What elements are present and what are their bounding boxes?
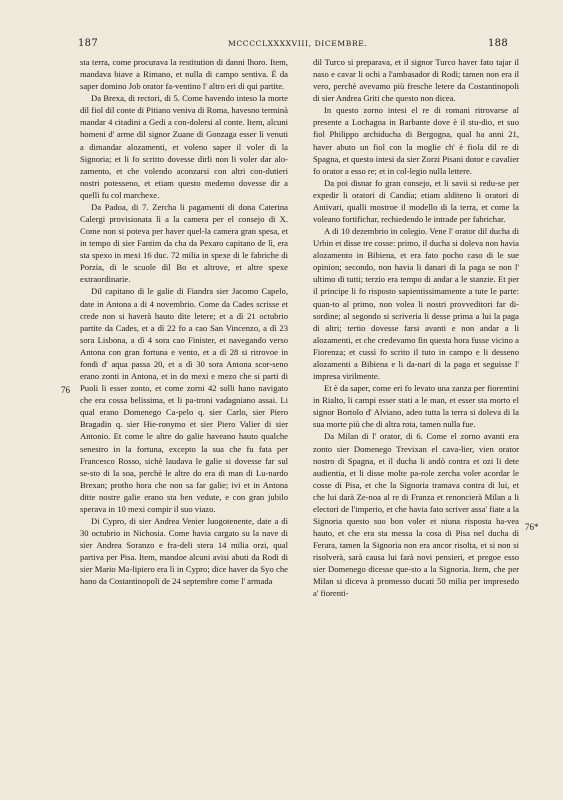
paragraph: Et è da saper, come eri fo levato una zanza per fiorentini in Rialto, li campi esser stati a le man, et esser sta morto el signor Bortolo d' Alviano, adeo tutta la terra si doleva di la sua morte più che di altra rota, tamen nulla fue. <box>313 383 519 430</box>
paragraph: Da poi disnar fo gran consejo, et li savii si redu-se per expedir li oratori di Candia; etiam alditeno li oratori di Antivari, qualli mostroe il modello di la terra, et come la voleano fortifichar, rechiedendo le intrade per fabrichar. <box>313 177 519 225</box>
paragraph: A di 10 dezembrio in colegio. Vene l' orator dil ducha di Urbin et disse tre cosse: primo, il ducha si doleva non havia alozamento in Bibiena, et era fato pocho caso di le sue opinion; secondo, non havia li danari di la paga se non l' ultimo di tutti; terzio era tempo di andar a le stanzie. Et per il principe li fo risposto sapientissimamente a tute le parte: quan-to al primo, non volea li nostri provveditori far di-sordine; al segondo si scriveria li desse prima a lui la paga di altri; tertio dovesse farsi avanti e non andar a li alozamenti, et che credevamo fin questa hora fusse vicino a Fiorenza; et cussì fo scrito il tuto in campo e li desseno alozamenti a Bibiena e li da-nari di la paga et seguisse l' impresa virilmente. <box>313 226 519 382</box>
text-column-left <box>80 56 288 774</box>
page-number-left: 187 <box>78 38 98 49</box>
paragraph: dil Turco si preparava, et il signor Turco haver fato tajar il naso e cavar li ochi a l'ambasador di Rodi; tamen non era il vero, perchè avevamo più fresche letere da Costantinopoli di sier Andrea Griti che questo non dicea. <box>313 57 519 104</box>
paragraph: Da Padoa, di 7. Zercha li pagamenti di dona Caterina Calergi provisionata lì a la camera per el consejo di X. Come non si poteva per haver quel-la camera gran spesa, et in tempo di sier Fantim da cha da Pexaro capitano de lì, era sta spexo in mexi 16 duc. 72 milia in spexe di le fabriche di Porzia, di le scuole dil Bo et altrove, et altre spexe extraordinarie. <box>80 201 288 285</box>
paragraph: sta terra, come procurava la restitution di danni lhoro. Item, mandava biave a Rimano, et nulla di campo sentiva. È da saper domino Job orator fa-ventino l' altro eri di qui partite. <box>80 57 288 92</box>
paragraph: Di Cypro, di sier Andrea Venier luogotenente, date a dì 30 octubrio in Nichosia. Come havia cargato su la nave di sier Andrea Soranzo e fra-deli stera 14 milia orzi, qual partiva per Pisa. Item, mandoe alcuni avisi abuti da Rodi di sier Mario Ma-lipiero era lì in Cypro; dice haver da Syo che hano da Costantinopoli de 24 septembre come l' armada <box>80 515 288 587</box>
paragraph: In questo zorno intesi el re di romani ritrovarse al presente a Lochagna in Barbante dove è il stu-dio, et suo fiol Philippo archiducha di Bergogna, qual ha anni 21, haver abuto un fiol con la moglie ch' è fiola dil re di Spagna, et questo intesi da sier Zorzi Pisani dotor e cavalier fo orator a esso re; et in col-legio nulla lettere. <box>313 105 519 176</box>
running-title: MCCCCLXXXXVIII, DICEMBRE. <box>228 39 368 48</box>
margin-number-right: 76* <box>525 522 539 532</box>
paragraph: Dil capitano di le galie di Fiandra sier Jacomo Capelo, date in Antona a di 4 novembrio. Come da Cades scrisse et crede non si haverà hauto dite letere; et a dì 21 octubrio partite da Cades, et a dì 22 fo a cao San Vincenzo, a dì 23 sora Lisbona, a dì 4 sora cao Finister, et navegando verso Antona con gran fortuna e vento, et a dì 28 si ritrovoe in fondi d' aqua passa 20, et a dì 30 sora Antona scor-seno erano zonti in Antona, et in do mexi e mezo che si parti di Puoli li esser zonto, et come zorni 42 solli hano navigato che era cossa belissima, et li pa-troni vadagniano assai. Li qual erano Domenego Ca-pelo q. sier Carlo, sier Piero Bragadin q. sier Hie-ronymo et sier Piero Valier di sier Antonio. Et come le altre do galie haveano hauto qualche senestro in la fortuna, excepto la sua che fu fata per Francesco Rosso, sichè laudava le galie si dovesse far sul se-sto di la soa, perchè le altre do era di man di Lu-nardo Brexan; protho hora che non sa far galie; ivi et in Antona ditte nostre galie erano sta ben vedute, e con gran jubilo sperava in 10 mexi compir il suo viazo. <box>80 286 288 514</box>
page-number-right: 188 <box>488 38 508 49</box>
margin-number-left: 76 <box>61 385 70 395</box>
page-header <box>78 38 508 54</box>
paragraph: Da Milan di l' orator, di 6. Come el zorno avanti era zonto sier Domenego Trevixan el cava-lier, vien orator nostro di Spagna, et il ducha li andò contra et ozi li dete audientia, et li disse molte pa-role zercha voler acordar le cosse di Pisa, et che la Signoria tramava contra di lui, et che lui darà Ze-noa al re di Franza et renoncierà Milan a li electori de l'imperio, et che havia fato scriver assa' fiate a la Signoria questo suo bon voler et niuna risposta ha-vea hauto, et che era sta messa la cosa di Pisa nel ducha di Ferara, tamen la Signoria non era ancor risolta, et si non si risolverà, sarà causa lui farà novi pensieri, et pregoe esso sier Domenego dicesse que-sto a la Signoria. Item, che per Milan si diceva à promesso ducati 50 milia per impresedo a' fiorenti- <box>313 431 519 599</box>
paragraph: Da Brexa, di rectori, di 5. Come havendo inteso la morte dil fiol dil conte di Pitiano veniva di Roma, havesno terminà mandar 4 citadini a Gedi a con-dolersi al conte. Item, alcuni homeni d' arme dil signor Zuane di Gonzaga esser lì venuti a dimandar alozamenti, et voleno saper il voler di la Signoria; et li fo scritto dovesse dirli non li voler dar alo-zamento, et che volendo aconzarsi con altri con-dutieri nostri potesseno, et etiam questo medemo dovesse dir a quelli fu col marchexe. <box>80 93 288 200</box>
text-column-right <box>313 56 519 774</box>
